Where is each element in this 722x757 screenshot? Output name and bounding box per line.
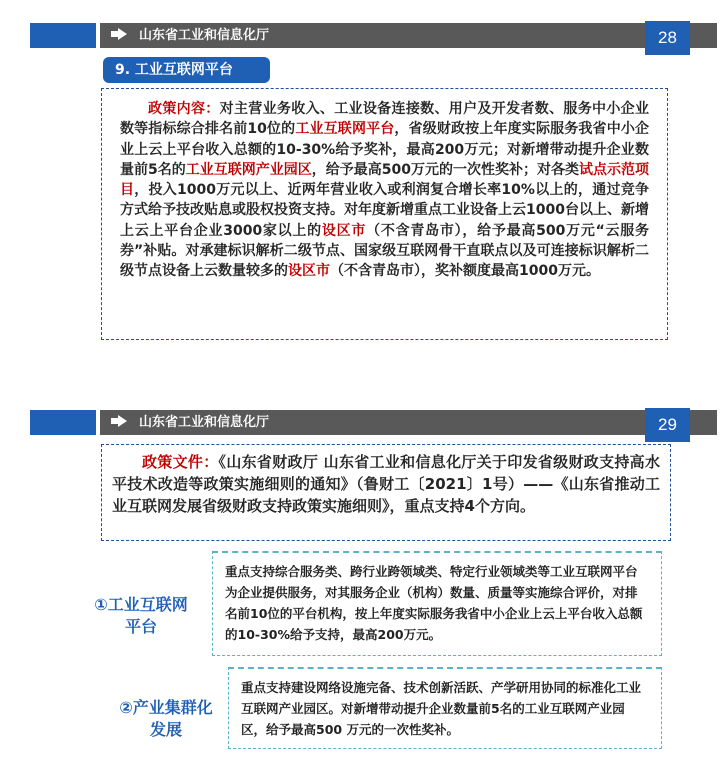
header-accent-bar: [30, 23, 96, 48]
highlight-city-2: 设区市: [288, 263, 330, 280]
topic-1-label: ①工业互联网 平台: [94, 595, 188, 636]
header-accent-bar: [30, 410, 96, 435]
topic-2-box: [228, 667, 662, 749]
topic-1-text: 重点支持综合服务类、跨行业跨领域类、特定行业领域类等工业互联网平台为企业提供服务，对其服务企业（机构）数量、质量等实施综合评价，对排名前10位的平台机构，按上年度实际服务我省中小企业上云上平台收入总额的10-30%给予支持，最高200万元。: [225, 564, 643, 642]
policy-content-text: 政策内容：对主营业务收入、工业设备连接数、用户及开发者数、服务中小企业数等指标综合排名前10位的工业互联网平台，省级财政按上年度实际服务我省中小企业上云上平台收入总额的10-30%给予奖补，最高200万元；对新增带动提升企业数量前5名的工业互联网产业园区，给予最高500万元的一次性奖补；对各类试点示范项目，投入1000万元以上、近两年营业收入或利润复合增长率10%以上的，通过竞争方式给予技改贴息或股权投资支持。对年度新增重点工业设备上云1000台以上、新增上云上平台企业3000家以上的设区市（不含青岛市），给予最高500万元“云服务券”补贴。对承建标识解析二级节点、国家级互联网骨干直联点以及可连接标识解析二级节点设备上云数量较多的设区市（不含青岛市），奖补额度最高1000万元。: [120, 101, 650, 280]
topic-2-label: ②产业集群化 发展: [119, 698, 213, 739]
arrow-right-icon: [118, 28, 127, 40]
policy-file-box: [101, 444, 671, 541]
slide-29: [0, 390, 722, 757]
slide-28: [0, 0, 722, 370]
highlight-city: 设区市: [321, 222, 367, 239]
topic-1-box: [212, 551, 662, 656]
section-title: 9. 工业互联网平台: [103, 57, 270, 83]
page-number: 28: [645, 21, 690, 55]
policy-file-text: 政策文件：《山东省财政厅 山东省工业和信息化厅关于印发省级财政支持高水平技术改造等政策实施细则的通知》（鲁财工〔2021〕1号）——《山东省推动工业互联网发展省级财政支持政策实施细则》，重点支持4个方向。: [112, 453, 660, 515]
header-title: 山东省工业和信息化厅: [104, 23, 269, 48]
highlight-platform: 工业互联网平台: [295, 121, 395, 138]
policy-content-box: [101, 88, 668, 340]
policy-file-label: 政策文件：: [142, 453, 219, 471]
highlight-pilot-project: 试点示范项目: [120, 161, 650, 199]
policy-content-label: 政策内容：: [148, 101, 220, 117]
highlight-park: 工业互联网产业园区: [185, 161, 312, 178]
page-number: 29: [645, 408, 690, 442]
topic-2-text: 重点支持建设网络设施完备、技术创新活跃、产学研用协同的标准化工业互联网产业园区。对新增带动提升企业数量前5名的工业互联网产业园区，给予最高500 万元的一次性奖补。: [241, 680, 642, 737]
arrow-right-icon: [118, 415, 127, 427]
header-title: 山东省工业和信息化厅: [104, 410, 269, 435]
